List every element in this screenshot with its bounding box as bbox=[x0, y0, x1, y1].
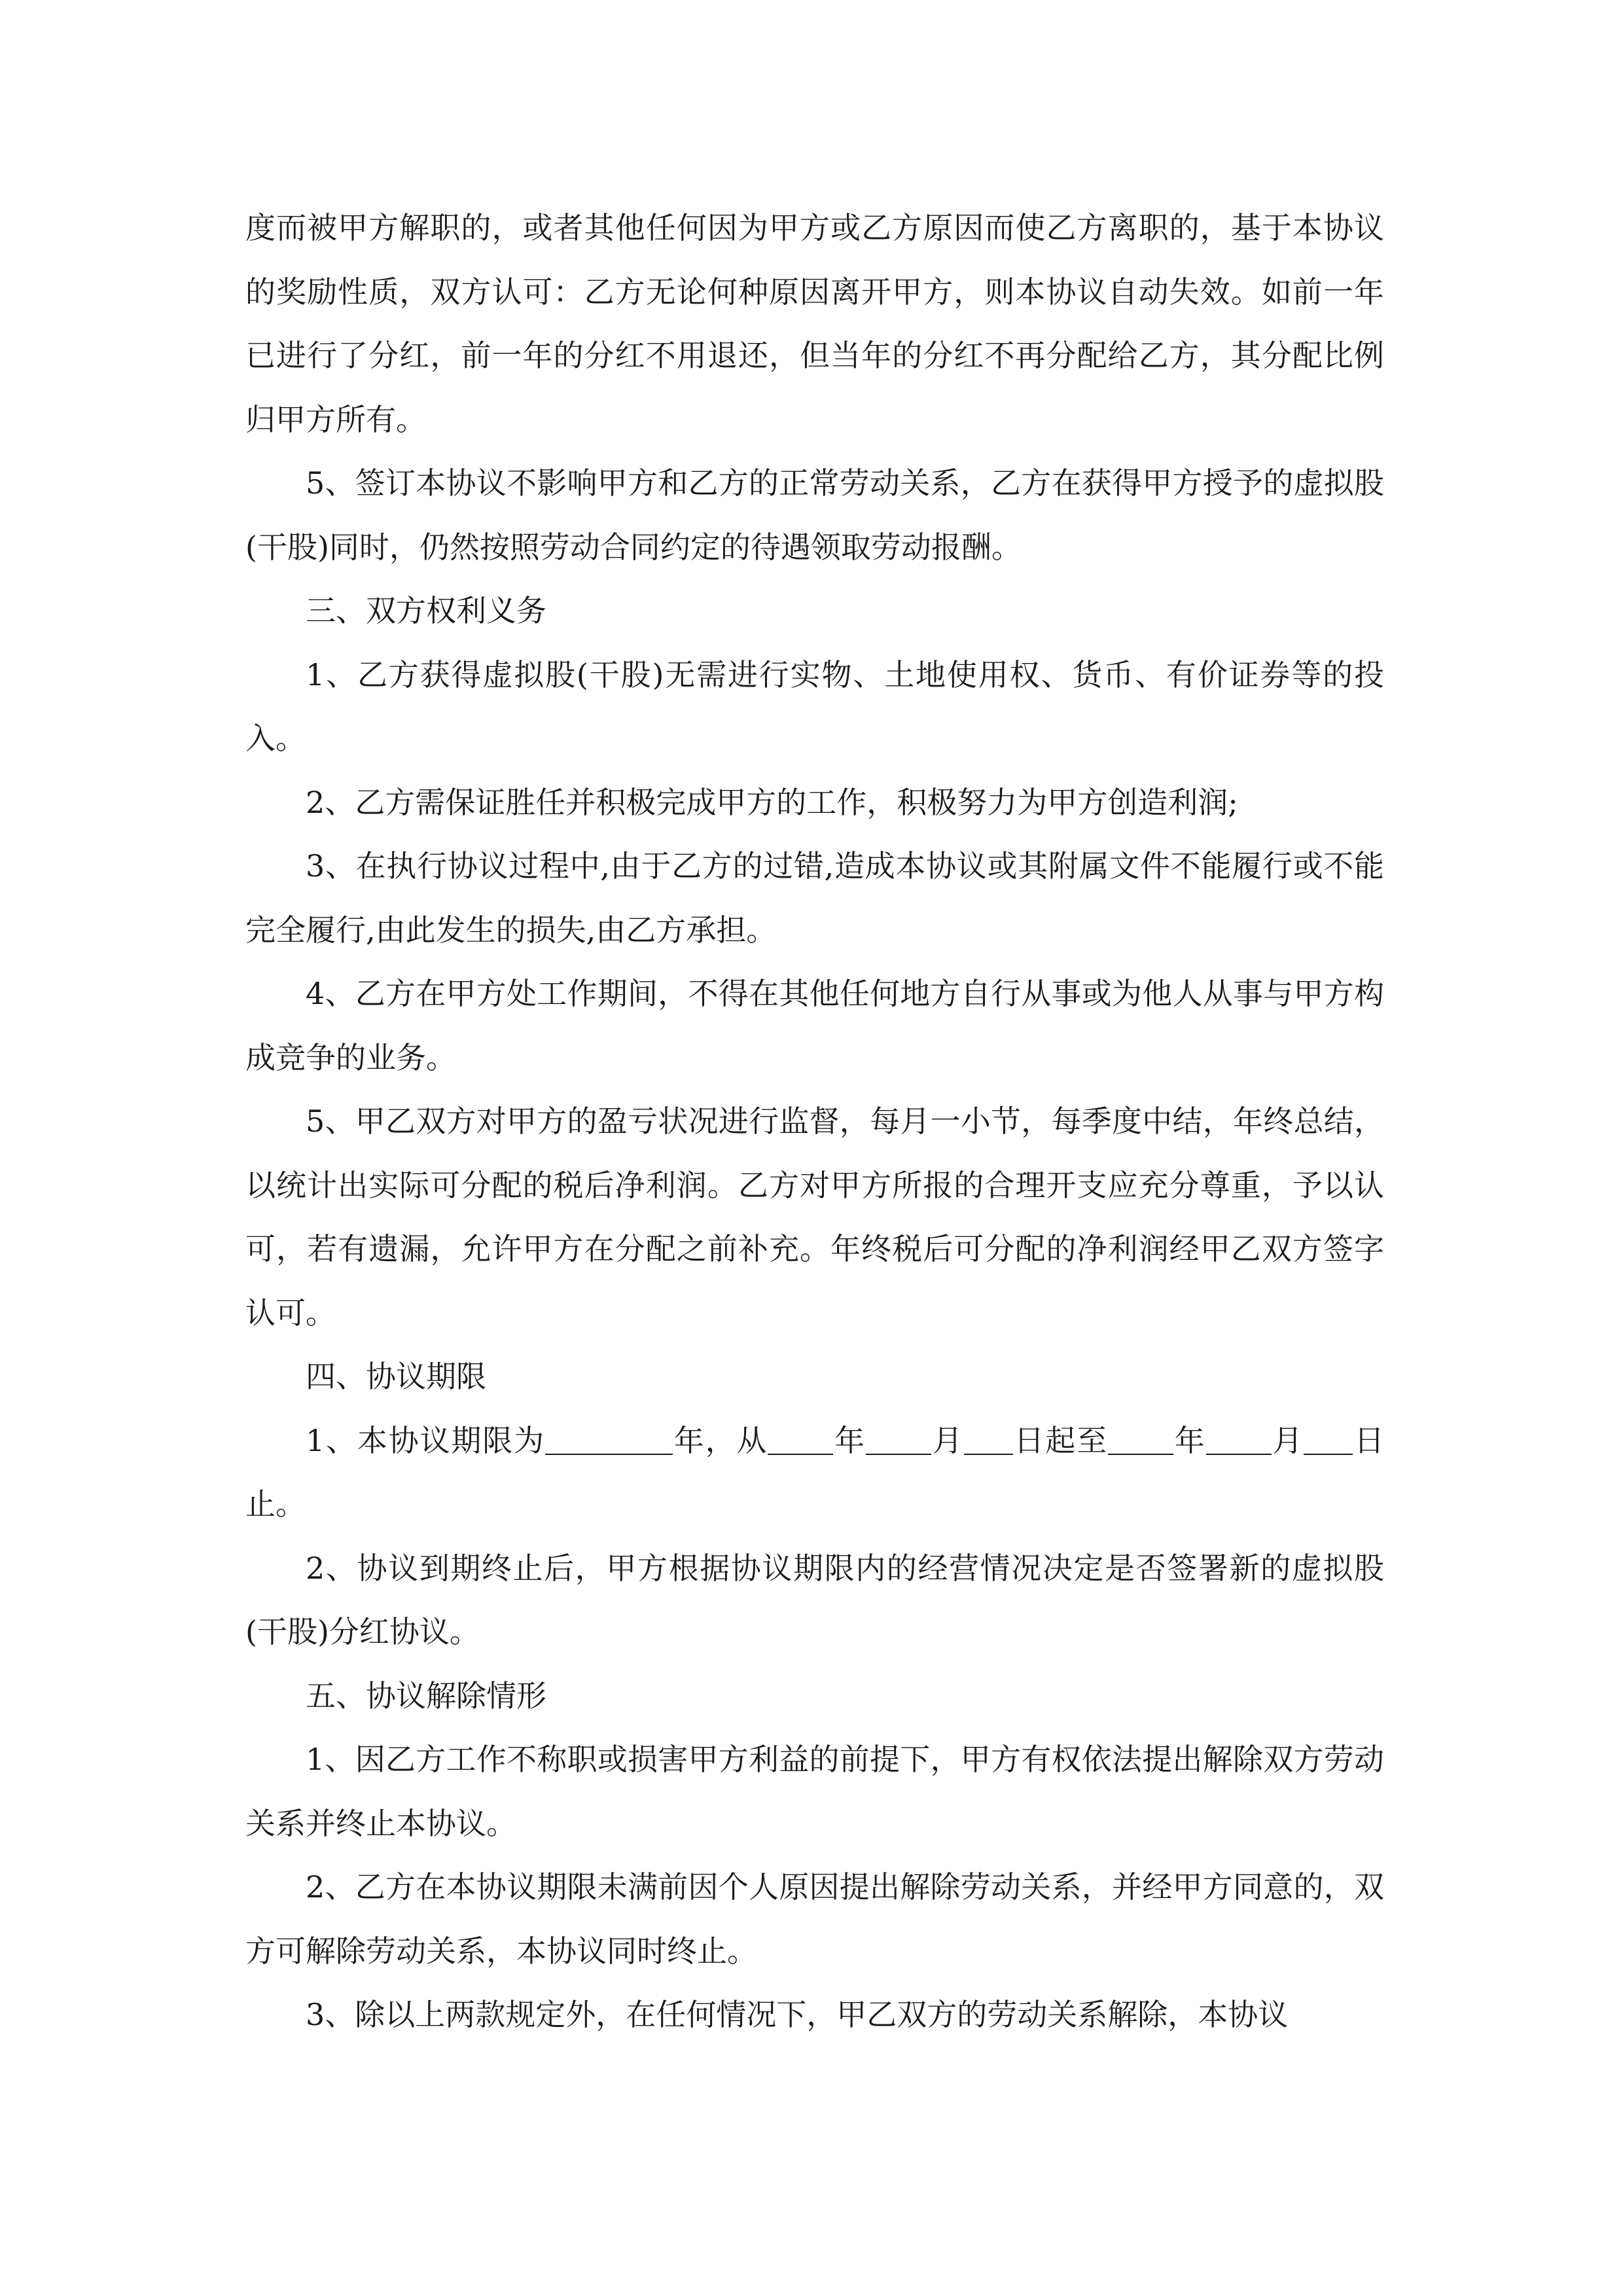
term-end-day-label: 日止。 bbox=[245, 1422, 1385, 1522]
paragraph-continuation: 度而被甲方解职的，或者其他任何因为甲方或乙方原因而使乙方离职的，基于本协议的奖励性质，双方认可：乙方无论何种原因离开甲方，则本协议自动失效。如前一年已进行了分红，前一年的分红不用退还，但当年的分红不再分配给乙方，其分配比例归甲方所有。 bbox=[245, 210, 1384, 437]
blank-start-month[interactable] bbox=[866, 1424, 931, 1455]
section-heading-termination: 五、协议解除情形 bbox=[306, 1677, 546, 1713]
clause-3-other-termination: 3、除以上两款规定外，在任何情况下，甲乙双方的劳动关系解除，本协议 bbox=[306, 1997, 1289, 2032]
clause-5-labor-relation: 5、签订本协议不影响甲方和乙方的正常劳动关系，乙方在获得甲方授予的虚拟股(干股)同时，仍然按照劳动合同约定的待遇领取劳动报酬。 bbox=[245, 465, 1384, 565]
section-heading-rights-obligations: 三、双方权利义务 bbox=[306, 593, 546, 628]
clause-2-resignation: 2、乙方在本协议期限未满前因个人原因提出解除劳动关系，并经甲方同意的，双方可解除劳动关系，本协议同时终止。 bbox=[245, 1869, 1384, 1969]
clause-2-renewal: 2、协议到期终止后，甲方根据协议期限内的经营情况决定是否签署新的虚拟股(干股)分红协议。 bbox=[245, 1550, 1384, 1649]
clause-2-competence: 2、乙方需保证胜任并积极完成甲方的工作，积极努力为甲方创造利润; bbox=[306, 784, 1238, 820]
term-end-month-label: 月 bbox=[1271, 1422, 1304, 1458]
blank-end-year[interactable] bbox=[1108, 1424, 1173, 1455]
blank-start-year[interactable] bbox=[768, 1424, 833, 1455]
blank-end-day[interactable] bbox=[1304, 1424, 1353, 1455]
blank-term-years[interactable] bbox=[545, 1424, 673, 1455]
blank-end-month[interactable] bbox=[1206, 1424, 1272, 1455]
term-start-year-label: 年 bbox=[833, 1422, 866, 1458]
clause-1-no-investment: 1、乙方获得虚拟股(干股)无需进行实物、土地使用权、货币、有价证券等的投入。 bbox=[245, 656, 1384, 756]
term-start-month-label: 月 bbox=[931, 1422, 964, 1458]
blank-start-day[interactable] bbox=[964, 1424, 1013, 1455]
term-start-day-label: 日起至 bbox=[1012, 1422, 1108, 1458]
clause-3-liability: 3、在执行协议过程中,由于乙方的过错,造成本协议或其附属文件不能履行或不能完全履行,由此发生的损失,由乙方承担。 bbox=[245, 848, 1384, 948]
term-prefix: 1、本协议期限为 bbox=[306, 1422, 545, 1458]
clause-4-non-compete: 4、乙方在甲方处工作期间，不得在其他任何地方自行从事或为他人从事与甲方构成竞争的业务。 bbox=[245, 976, 1384, 1075]
clause-5-supervision: 5、甲乙双方对甲方的盈亏状况进行监督，每月一小节，每季度中结，年终总结，以统计出实际可分配的税后净利润。乙方对甲方所报的合理开支应充分尊重，予以认可，若有遗漏，允许甲方在分配之前补充。年终税后可分配的净利润经甲乙双方签字认可。 bbox=[245, 1103, 1384, 1331]
clause-1-dismissal: 1、因乙方工作不称职或损害甲方利益的前提下，甲方有权依法提出解除双方劳动关系并终止本协议。 bbox=[245, 1742, 1384, 1841]
clause-1-term bbox=[245, 1409, 1384, 1537]
term-end-year-label: 年 bbox=[1173, 1422, 1206, 1458]
term-year-from: 年，从 bbox=[672, 1422, 768, 1458]
section-heading-term: 四、协议期限 bbox=[306, 1359, 486, 1394]
document-body bbox=[245, 196, 1384, 2047]
